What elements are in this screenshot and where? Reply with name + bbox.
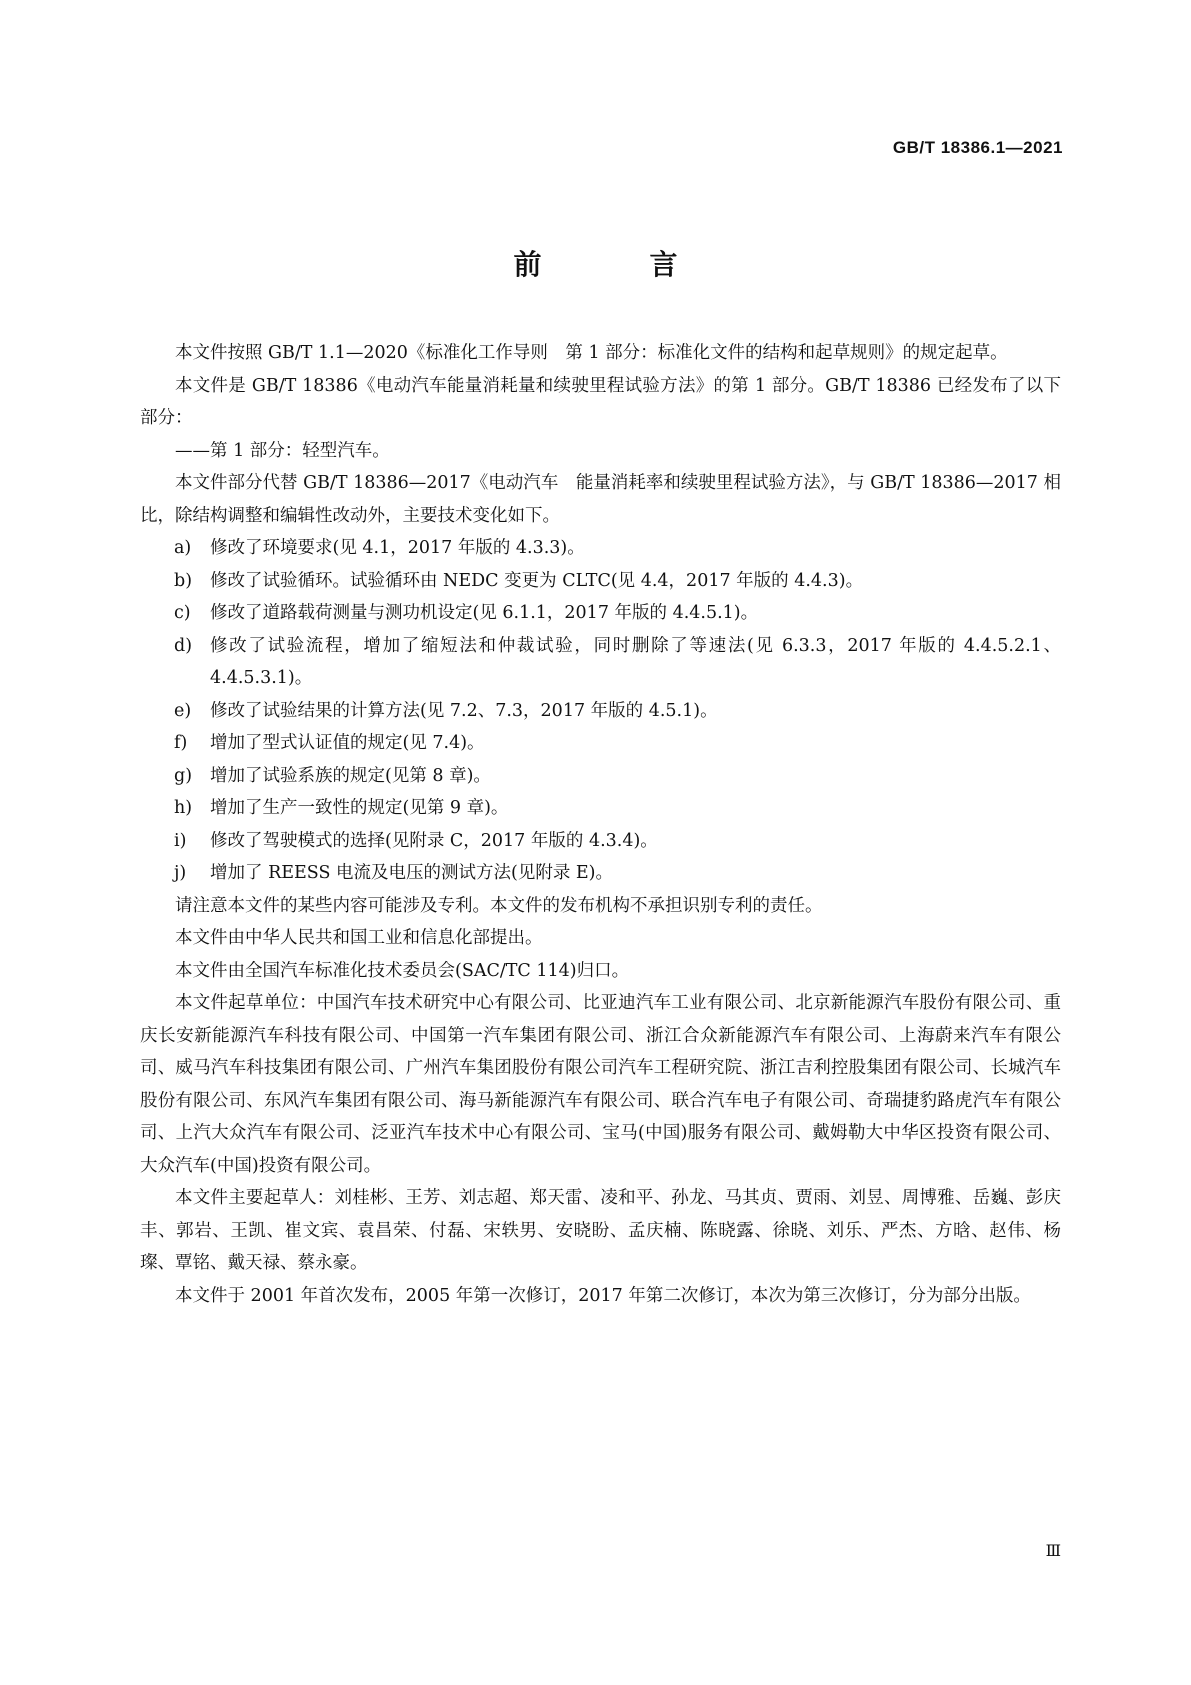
list-item bbox=[140, 857, 1061, 890]
paragraph-technical-committee: 本文件由全国汽车标准化技术委员会(SAC/TC 114)归口。 bbox=[175, 960, 630, 981]
list-text: 增加了生产一致性的规定(见第 9 章)。 bbox=[210, 798, 509, 818]
paragraph-drafting-rules: 本文件按照 GB/T 1.1—2020《标准化工作导则 第 1 部分：标准化文件的结构和起草规则》的规定起草。 bbox=[175, 343, 1008, 363]
list-text: 增加了型式认证值的规定(见 7.4)。 bbox=[210, 733, 485, 753]
paragraph-drafters: 本文件主要起草人：刘桂彬、王芳、刘志超、郑天雷、凌和平、孙龙、马其贞、贾雨、刘昱、周博雅、岳巍、彭庆丰、郭岩、王凯、崔文宾、袁昌荣、付磊、宋轶男、安晓盼、孟庆楠、陈晓露、徐晓、刘乐、严杰、方晗、赵伟、杨璨、覃铭、戴天禄、蔡永豪。 bbox=[140, 1188, 1061, 1273]
list-text: 修改了试验流程，增加了缩短法和仲裁试验，同时删除了等速法(见 6.3.3，2017 年版的 4.4.5.2.1、4.4.5.3.1)。 bbox=[210, 635, 1061, 688]
list-label: d) bbox=[174, 635, 193, 656]
list-label: e) bbox=[174, 700, 192, 721]
paragraph-replacement: 本文件部分代替 GB/T 18386—2017《电动汽车 能量消耗率和续驶里程试验方法》，与 GB/T 18386—2017 相比，除结构调整和编辑性改动外，主要技术变化如下。 bbox=[140, 473, 1061, 526]
list-label: c) bbox=[174, 603, 191, 623]
list-label: f) bbox=[174, 733, 188, 753]
list-text: 增加了 REESS 电流及电压的测试方法(见附录 E)。 bbox=[210, 863, 614, 883]
list-text: 修改了道路载荷测量与测功机设定(见 6.1.1，2017 年版的 4.4.5.1)。 bbox=[210, 603, 759, 623]
paragraph-history: 本文件于 2001 年首次发布，2005 年第一次修订，2017 年第二次修订，本次为第三次修订，分为部分出版。 bbox=[175, 1285, 1031, 1306]
foreword-body bbox=[140, 337, 1061, 1312]
list-item bbox=[140, 597, 1061, 630]
paragraph-part-info: 本文件是 GB/T 18386《电动汽车能量消耗量和续驶里程试验方法》的第 1 部分。GB/T 18386 已经发布了以下部分： bbox=[140, 375, 1061, 428]
list-label: a) bbox=[174, 538, 192, 558]
list-label: g) bbox=[174, 765, 193, 786]
list-item bbox=[140, 792, 1061, 825]
page-title: 前 言 bbox=[513, 248, 718, 281]
paragraph-proposer: 本文件由中华人民共和国工业和信息化部提出。 bbox=[175, 928, 543, 948]
list-item bbox=[140, 532, 1061, 565]
list-label: i) bbox=[174, 830, 187, 851]
page-number: Ⅲ bbox=[1045, 1541, 1061, 1560]
list-text: 修改了驾驶模式的选择(见附录 C，2017 年版的 4.3.4)。 bbox=[210, 830, 658, 851]
list-label: j) bbox=[174, 863, 187, 883]
list-text: 修改了环境要求(见 4.1，2017 年版的 4.3.3)。 bbox=[210, 538, 585, 558]
paragraph-part-list: ——第 1 部分：轻型汽车。 bbox=[175, 440, 390, 461]
list-text: 增加了试验系族的规定(见第 8 章)。 bbox=[210, 765, 491, 786]
list-item bbox=[140, 630, 1061, 695]
list-label: b) bbox=[174, 570, 193, 591]
list-label: h) bbox=[174, 798, 193, 818]
paragraph-drafting-units: 本文件起草单位：中国汽车技术研究中心有限公司、比亚迪汽车工业有限公司、北京新能源汽车股份有限公司、重庆长安新能源汽车科技有限公司、中国第一汽车集团有限公司、浙江合众新能源汽车有限公司、上海蔚来汽车有限公司、威马汽车科技集团有限公司、广州汽车集团股份有限公司汽车工程研究院、浙江吉利控股集团有限公司、长城汽车股份有限公司、东风汽车集团有限公司、海马新能源汽车有限公司、联合汽车电子有限公司、奇瑞捷豹路虎汽车有限公司、上汽大众汽车有限公司、泛亚汽车技术中心有限公司、宝马(中国)服务有限公司、戴姆勒大中华区投资有限公司、大众汽车(中国)投资有限公司。 bbox=[140, 993, 1061, 1176]
list-item bbox=[140, 695, 1061, 728]
list-item bbox=[140, 760, 1061, 793]
list-item bbox=[140, 727, 1061, 760]
standard-code: GB/T 18386.1—2021 bbox=[892, 138, 1063, 157]
list-text: 修改了试验结果的计算方法(见 7.2、7.3，2017 年版的 4.5.1)。 bbox=[210, 700, 718, 721]
list-item bbox=[140, 825, 1061, 858]
paragraph-patent-notice: 请注意本文件的某些内容可能涉及专利。本文件的发布机构不承担识别专利的责任。 bbox=[175, 895, 823, 916]
list-text: 修改了试验循环。试验循环由 NEDC 变更为 CLTC(见 4.4，2017 年版的 4.4.3)。 bbox=[210, 570, 864, 591]
list-item bbox=[140, 565, 1061, 598]
